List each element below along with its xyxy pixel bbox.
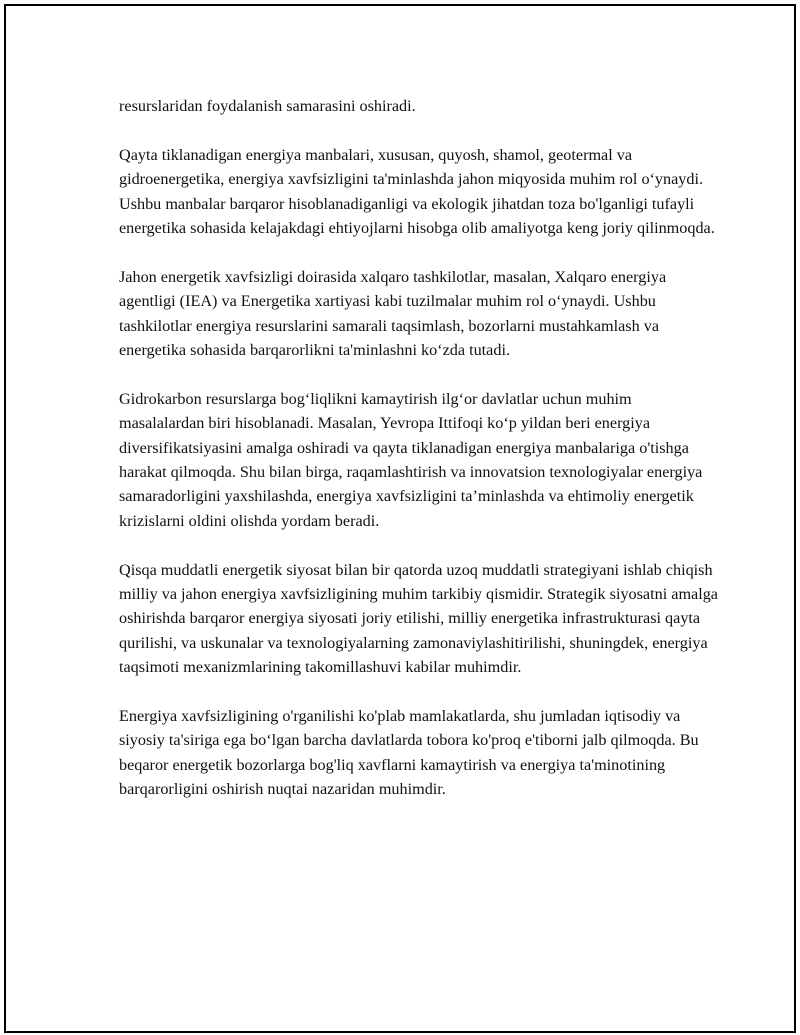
paragraph-4: Gidrokarbon resurslarga bog‘liqlikni kamaytirish ilg‘or davlatlar uchun muhim masalalardan biri hisoblanadi. Masalan, Yevropa Ittifoqi ko‘p yildan beri energiya diversifikatsiyasini amalga oshiradi va qayta tiklanadigan energiya manbalariga o'tishga harakat qilmoqda. Shu bilan birga, raqamlashtirish va innovatsion texnologiyalar energiya samaradorligini yaxshilashda, energiya xavfsizligini ta’minlashda va ehtimoliy energetik krizislarni oldini olishda yordam beradi.	[119, 389, 703, 530]
paragraph-3: Jahon energetik xavfsizligi doirasida xalqaro tashkilotlar, masalan, Xalqaro energiya agentligi (IEA) va Energetika xartiyasi kabi tuzilmalar muhim rol o‘ynaydi. Ushbu tashkilotlar energiya resurslarini samarali taqsimlash, bozorlarni mustahkamlash va energetika sohasida barqarorlikni ta'minlashni ko‘zda tutadi.	[119, 267, 667, 360]
page-frame	[4, 4, 796, 1033]
document-body	[119, 94, 719, 826]
paragraph-2: Qayta tiklanadigan energiya manbalari, xususan, quyosh, shamol, geotermal va gidroenergetika, energiya xavfsizligini ta'minlashda jahon miqyosida muhim rol o‘ynaydi. Ushbu manbalar barqaror hisoblanadiganligi va ekologik jihatdan toza bo'lganligi tufayli energetika sohasida kelajakdagi ehtiyojlarni hisobga olib amaliyotga keng joriy qilinmoqda.	[119, 145, 715, 238]
paragraph-1: resurslaridan foydalanish samarasini oshiradi.	[119, 97, 416, 115]
paragraph-5: Qisqa muddatli energetik siyosat bilan bir qatorda uzoq muddatli strategiyani ishlab chiqish milliy va jahon energiya xavfsizligining muhim tarkibiy qismidir. Strategik siyosatni amalga oshirishda barqaror energiya siyosati joriy etilishi, milliy energetika infrastrukturasi qayta qurilishi, va uskunalar va texnologiyalarning zamonaviylashitirilishi, shuningdek, energiya taqsimoti mexanizmlarining takomillashuvi kabilar muhimdir.	[119, 560, 718, 677]
paragraph-6: Energiya xavfsizligining o'rganilishi ko'plab mamlakatlarda, shu jumladan iqtisodiy va siyosiy ta'siriga ega bo‘lgan barcha davlatlarda tobora ko'proq e'tiborni jalb qilmoqda. Bu beqaror energetik bozorlarga bog'liq xavflarni kamaytirish va energiya ta'minotining barqarorligini oshirish nuqtai nazaridan muhimdir.	[119, 707, 699, 799]
